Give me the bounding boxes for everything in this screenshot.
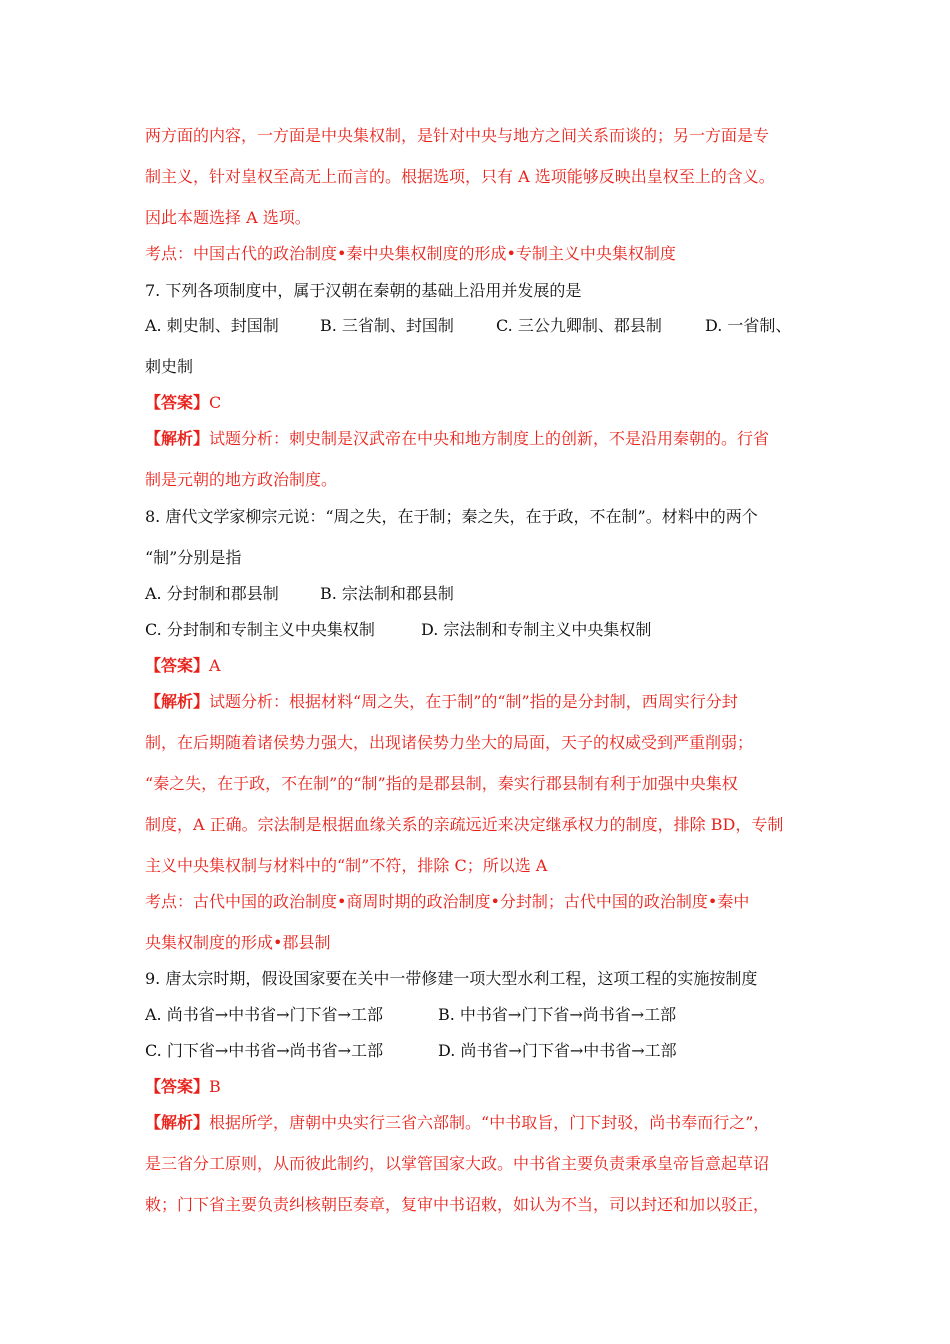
q7-options-row <box>0 316 950 336</box>
answer-label: 【答案】 <box>145 393 210 412</box>
q9-options-row-2 <box>0 1041 950 1061</box>
q8-stem-line-1: 8. 唐代文学家柳宗元说：“周之失，在于制；秦之失，在于政，不在制”。材料中的两个 <box>145 507 758 526</box>
q8-analysis-line-5: 主义中央集权制与材料中的“制”不符，排除 C；所以选 A <box>145 856 548 875</box>
analysis-text: 根据所学，唐朝中央实行三省六部制。“中书取旨，门下封驳，尚书奉而行之”， <box>209 1113 770 1132</box>
q7-analysis-line-2: 制是元朝的地方政治制度。 <box>145 470 338 489</box>
q8-option-a: A. 分封制和郡县制 <box>145 584 279 603</box>
q7-option-d-wrap: 刺史制 <box>145 357 194 376</box>
q7-option-a: A. 刺史制、封国制 <box>145 316 279 335</box>
analysis-label: 【解析】 <box>145 429 210 448</box>
answer-value: B <box>209 1077 221 1096</box>
q7-option-d: D. 一省制、 <box>705 316 792 335</box>
q7-option-b: B. 三省制、封国制 <box>320 316 454 335</box>
q9-analysis-line-3: 敕；门下省主要负责纠核朝臣奏章，复审中书诏敕，如认为不当，司以封还和加以驳正， <box>145 1195 770 1214</box>
answer-value: A <box>209 656 221 675</box>
q8-stem-line-2: “制”分别是指 <box>145 548 242 567</box>
q8-analysis-line-1 <box>145 692 738 712</box>
q9-analysis-line-1 <box>145 1113 769 1133</box>
analysis-label: 【解析】 <box>145 692 210 711</box>
q8-kaodian-line-2: 央集权制度的形成•郡县制 <box>145 933 331 952</box>
q9-option-c: C. 门下省→中书省→尚书省→工部 <box>145 1041 384 1060</box>
q6-kaodian: 考点：中国古代的政治制度•秦中央集权制度的形成•专制主义中央集权制度 <box>145 244 676 263</box>
q6-analysis-line-3: 因此本题选择 A 选项。 <box>145 208 311 227</box>
q6-analysis-line-2: 制主义，针对皇权至高无上而言的。根据选项，只有 A 选项能够反映出皇权至上的含义。 <box>145 167 775 186</box>
q7-analysis-line-1 <box>145 429 769 449</box>
q9-option-b: B. 中书省→门下省→尚书省→工部 <box>438 1005 677 1024</box>
analysis-label: 【解析】 <box>145 1113 210 1132</box>
q9-answer <box>145 1077 221 1097</box>
q8-option-c: C. 分封制和专制主义中央集权制 <box>145 620 375 639</box>
analysis-text: 试题分析：根据材料“周之失，在于制”的“制”指的是分封制，西周实行分封 <box>209 692 738 711</box>
q8-analysis-line-2: 制，在后期随着诸侯势力强大，出现诸侯势力坐大的局面，天子的权威受到严重削弱； <box>145 733 754 752</box>
q8-answer <box>145 656 221 676</box>
q6-analysis-line-1: 两方面的内容，一方面是中央集权制，是针对中央与地方之间关系而谈的；另一方面是专 <box>145 126 770 145</box>
q9-option-a: A. 尚书省→中书省→门下省→工部 <box>145 1005 383 1024</box>
q9-analysis-line-2: 是三省分工原则，从而彼此制约，以掌管国家大政。中书省主要负责秉承皇帝旨意起草诏 <box>145 1154 770 1173</box>
q8-option-d: D. 宗法制和专制主义中央集权制 <box>421 620 652 639</box>
q8-option-b: B. 宗法制和郡县制 <box>320 584 454 603</box>
answer-label: 【答案】 <box>145 656 210 675</box>
q8-analysis-line-4: 制度，A 正确。宗法制是根据血缘关系的亲疏远近来决定继承权力的制度，排除 BD，专制 <box>145 815 784 834</box>
q8-options-row-2 <box>0 620 950 640</box>
q9-stem: 9. 唐太宗时期，假设国家要在关中一带修建一项大型水利工程，这项工程的实施按制度 <box>145 969 758 988</box>
q7-stem: 7. 下列各项制度中，属于汉朝在秦朝的基础上沿用并发展的是 <box>145 281 582 300</box>
q8-analysis-line-3: “秦之失，在于政，不在制”的“制”指的是郡县制，秦实行郡县制有利于加强中央集权 <box>145 774 738 793</box>
analysis-text: 试题分析：刺史制是汉武帝在中央和地方制度上的创新，不是沿用秦朝的。行省 <box>209 429 770 448</box>
q9-option-d: D. 尚书省→门下省→中书省→工部 <box>438 1041 677 1060</box>
q9-options-row-1 <box>0 1005 950 1025</box>
q8-options-row-1 <box>0 584 950 604</box>
q8-kaodian-line-1: 考点：古代中国的政治制度•商周时期的政治制度•分封制；古代中国的政治制度•秦中 <box>145 892 750 911</box>
q7-answer <box>145 393 221 413</box>
answer-label: 【答案】 <box>145 1077 210 1096</box>
answer-value: C <box>209 393 222 412</box>
q7-option-c: C. 三公九卿制、郡县制 <box>496 316 662 335</box>
